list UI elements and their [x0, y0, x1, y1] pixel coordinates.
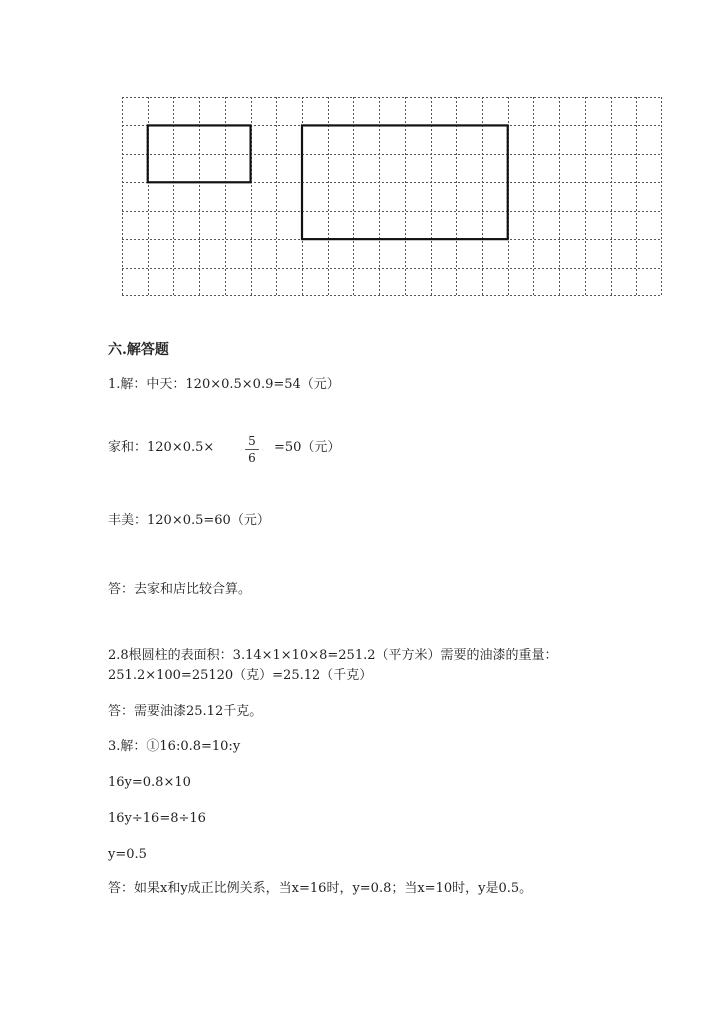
section-title: 六.解答题	[108, 342, 169, 358]
q3-line-4: y=0.5	[108, 847, 147, 862]
q1-line-2-suffix: =50（元）	[274, 440, 341, 455]
grid-drawing	[122, 97, 662, 296]
q1-fraction	[245, 434, 259, 465]
q1-answer: 答：去家和店比较合算。	[108, 582, 252, 597]
q2-line-1: 2.8根圆柱的表面积：3.14×1×10×8=251.2（平方米）需要的油漆的重量：	[108, 648, 558, 663]
fraction-denominator: 6	[248, 451, 256, 465]
q3-line-2: 16y=0.8×10	[108, 775, 191, 790]
large-rectangle	[302, 125, 508, 239]
q1-line-3: 丰美：120×0.5=60（元）	[108, 513, 270, 528]
fraction-numerator: 5	[245, 434, 259, 450]
q1-line-1: 1.解：中天：120×0.5×0.9=54（元）	[108, 377, 340, 392]
q3-line-1: 3.解：①16:0.8=10:y	[108, 739, 241, 754]
square-grid	[122, 97, 662, 296]
q1-line-2-prefix: 家和：120×0.5×	[108, 440, 215, 455]
q2-answer: 答：需要油漆25.12千克。	[108, 704, 263, 719]
q3-line-3: 16y÷16=8÷16	[108, 811, 206, 826]
q2-line-2: 251.2×100=25120（克）=25.12（千克）	[108, 668, 373, 683]
q3-answer: 答：如果x和y成正比例关系，当x=16时，y=0.8；当x=10时，y是0.5。	[108, 881, 533, 896]
